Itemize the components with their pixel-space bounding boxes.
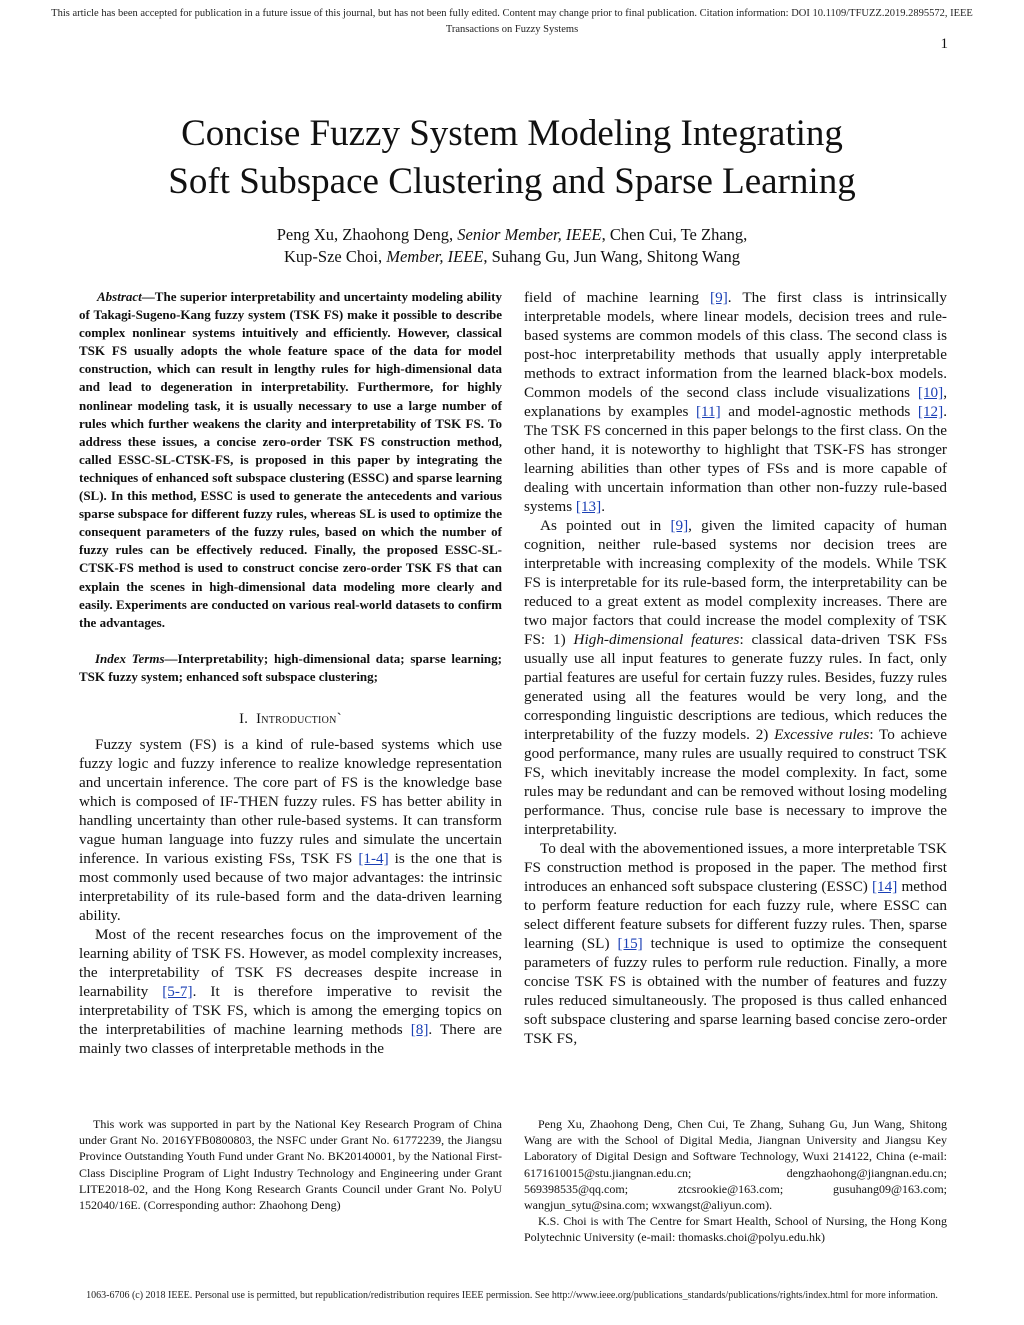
author-line-1: Peng Xu, Zhaohong Deng, Senior Member, IEEE, Chen Cui, Te Zhang, — [276, 225, 748, 244]
abstract — [79, 288, 502, 632]
intro-paragraph-2: Most of the recent researches focus on the improvement of the learning ability of TSK FS. However, as model complexity increases, the interpretability of TSK FS decreases despite increase in learnability [5-7]. It is therefore imperative to revisit the interpretability of TSK FS, which is among the emerging topics on the interpretabilities of machine learning methods [8]. There are mainly two classes of interpretable methods in the — [79, 925, 502, 1057]
abstract-text: —The superior interpretability and uncertainty modeling ability of Takagi-Sugeno-Kang fuzzy system (TSK FS) make it possible to describe complex nonlinear systems intuitively and efficiently. However, classical TSK FS usually adopts the whole feature space of the data for model construction, which can result in lengthy rules for high-dimensional data and lead to degeneration in interpretability. Furthermore, for highly nonlinear modeling task, it is usually necessary to use a large number of rules which further weakens the clarity and interpretability of TSK FS. To address these issues, a concise zero-order TSK FS construction method, called ESSC-SL-CTSK-FS, is proposed in this paper by integrating the techniques of enhanced soft subspace clustering (ESSC) and sparse learning (SL). In this method, ESSC is used to generate the antecedents and various sparse subspace for different fuzzy rules, whereas SL is used to optimize the consequent parameters of the fuzzy rules, based on which the number of fuzzy rules can be effectively reduced. Finally, the proposed ESSC-SL-CTSK-FS method is used to construct concise zero-order TSK FS that can explain the scenes in high-dimensional data modeling more clearly and easily. Experiments are conducted on various real-world datasets to confirm the advantages. — [79, 289, 502, 630]
index-terms — [79, 650, 502, 686]
citation-link[interactable]: [11] — [695, 403, 721, 420]
right-column — [524, 288, 947, 1048]
journal-header — [0, 6, 1024, 38]
body-paragraph-3: To deal with the abovementioned issues, a more interpretable TSK FS construction method is proposed in the paper. The method first introduces an enhanced soft subspace clustering (ESSC) [14] method to perform feature reduction for each fuzzy rule, where ESSC can select different feature subsets for different fuzzy rules. Then, sparse learning (SL) [15] technique is used to optimize the consequent parameters of fuzzy rules to perform rule reduction. Finally, a more concise TSK FS is obtained with the number of features and fuzzy rules reduced simultaneously. The proposed is thus called enhanced soft subspace clustering and sparse learning based concise zero-order TSK FS, — [524, 840, 947, 1047]
title-line-1: Concise Fuzzy System Modeling Integrating — [181, 113, 843, 154]
index-terms-text: —Interpretability; high-dimensional data; sparse learning; TSK fuzzy system; enhanced soft subspace clustering; — [79, 650, 502, 684]
citation-link[interactable]: [9] — [670, 517, 689, 534]
funding-footnote: This work was supported in part by the National Key Research Program of China under Grant No. 2016YFB0800803, the NSFC under Grant No. 61772239, the Jiangsu Province Outstanding Youth Fund under Grant No. BK20140001, by the National First-Class Discipline Program of Light Industry Technology and Engineering under Grant LITE2018-02, and the Hong Kong Research Grants Council under Grant No. PolyU 152040/16E. (Corresponding author: Zhaohong Deng) — [79, 1117, 502, 1213]
intro-paragraph-1: Fuzzy system (FS) is a kind of rule-based systems which use fuzzy logic and fuzzy inference to realize knowledge representation and uncertain inference. The core part of FS is the knowledge base which is composed of IF-THEN fuzzy rules. FS has better ability in handling uncertainty than other rule-based systems. It can transform vague human language into fuzzy rules and simulate the uncertain inference. In various existing FSs, TSK FS [1-4] is the one that is most commonly used because of two major advantages: the intrinsic interpretability of its rule-based form and the data-driven learning ability. — [79, 735, 502, 924]
title-line-2: Soft Subspace Clustering and Sparse Learning — [168, 161, 856, 202]
citation-link[interactable]: [15] — [617, 935, 643, 952]
author-list — [0, 224, 1024, 268]
copyright-footer: 1063-6706 (c) 2018 IEEE. Personal use is permitted, but republication/redistribution requires IEEE permission. See http://www.ieee.org/publications_standards/publications/rights/index.html for more information. — [86, 1290, 938, 1301]
citation-link[interactable]: [10] — [917, 384, 944, 401]
header-line-1: This article has been accepted for publication in a future issue of this journal, but has not been fully edited. Content may change prior to final publication. Citation information: DOI 10.1109/TFUZZ.2019.2895572, IEEE — [51, 8, 973, 19]
index-terms-label: Index Terms — [95, 650, 165, 666]
body-paragraph-1: field of machine learning [9]. The first class is intrinsically interpretable models, where linear models, decision trees and rule-based systems are common models of this class. The second class is post-hoc interpretability methods that usually apply interpretable methods to extract information from the learned black-box models. Common models of the second class include visualizations [10], explanations by examples [11] and model-agnostic methods [12]. The TSK FS concerned in this paper belongs to the first class. On the other hand, it is noteworthy to highlight that TSK-FS has stronger learning abilities than other types of FSs and is more capable of dealing with uncertain information than other non-fuzzy rule-based systems [13]. — [524, 289, 947, 515]
section-heading: I. Introduction` — [239, 710, 342, 727]
citation-link[interactable]: [5-7] — [162, 982, 193, 1000]
affiliation-2: K.S. Choi is with The Centre for Smart Health, School of Nursing, the Hong Kong Polytechnic University (e-mail: thomasks.choi@polyu.edu.hk) — [524, 1214, 947, 1245]
left-column — [79, 288, 502, 1058]
abstract-label: Abstract — [97, 289, 142, 304]
author-line-2: Kup-Sze Choi, Member, IEEE, Suhang Gu, Jun Wang, Shitong Wang — [284, 247, 740, 266]
citation-link[interactable]: [12] — [917, 403, 944, 420]
affiliation-footnote — [524, 1116, 947, 1246]
body-paragraph-2: As pointed out in [9], given the limited capacity of human cognition, neither rule-based systems nor decision trees are interpretable with increasing complexity of the models. While TSK FS is interpretable for its rule-based form, the interpretability can be reduced to a great extent as model complexity increases. There are two major factors that could increase the model complexity of TSK FS: 1) High-dimensional features: classical data-driven TSK FSs usually use all input features to generate fuzzy rules. In fact, only partial features are useful for certain fuzzy rules. Besides, fuzzy rules generated using all the features would be very long, and the corresponding linguistic descriptions are tedious, which reduces the interpretability of the fuzzy models. 2) Excessive rules: To achieve good performance, many rules are usually required to construct TSK FS, which inevitably increase the model complexity. In fact, some rules may be redundant and can be removed without losing modeling performance. Thus, concise rule base is necessary to improve the interpretability. — [524, 517, 948, 838]
citation-link[interactable]: [14] — [871, 878, 898, 895]
page-number: 1 — [940, 36, 948, 52]
citation-link[interactable]: [8] — [410, 1020, 429, 1038]
paper-title — [0, 110, 1024, 206]
citation-link[interactable]: [1-4] — [358, 849, 389, 867]
affiliation-1: Peng Xu, Zhaohong Deng, Chen Cui, Te Zhang, Suhang Gu, Jun Wang, Shitong Wang are with the School of Digital Media, Jiangnan University and Jiangsu Key Laboratory of Digital Design and Software Technology, Wuxi 214122, China (e-mail: 6171610015@stu.jiangnan.edu.cn; dengzhaohong@jiangnan.edu.cn; 569398535@qq.com; ztcsrookie@163.com; gusuhang09@163.com; wangjun_sytu@sina.com; wxwangst@aliyun.com). — [524, 1117, 947, 1213]
header-line-2: Transactions on Fuzzy Systems — [445, 24, 579, 35]
citation-link[interactable]: [9] — [710, 289, 728, 306]
citation-link[interactable]: [13] — [575, 498, 602, 515]
